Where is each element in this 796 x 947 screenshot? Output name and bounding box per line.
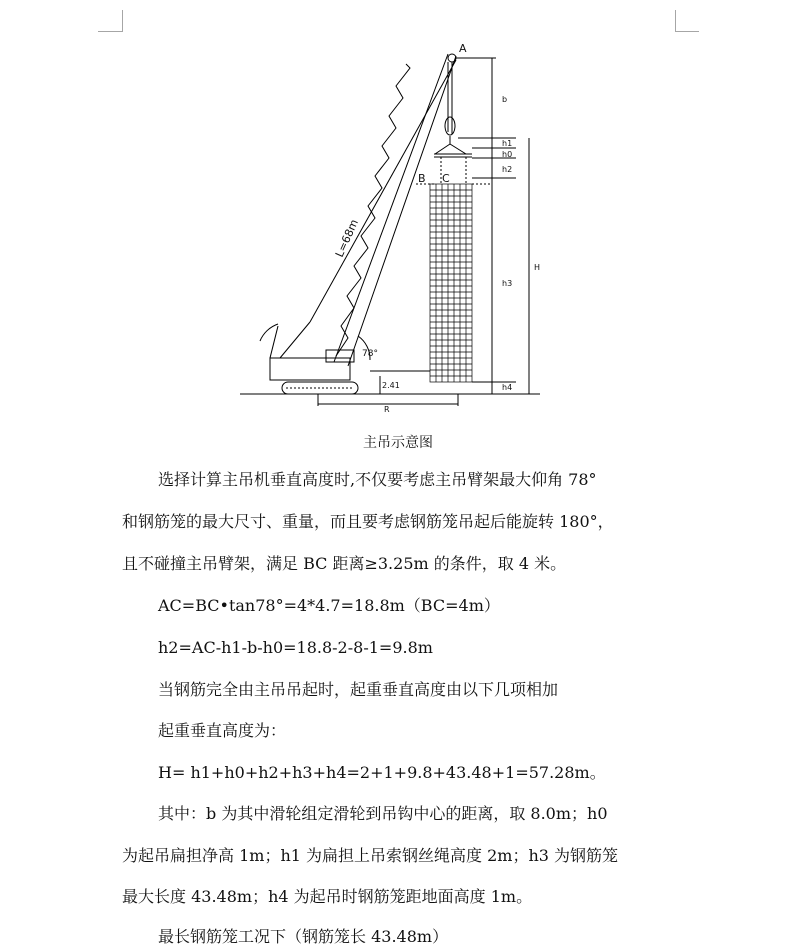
paragraph-line: 当钢筋完全由主吊吊起时，起重垂直高度由以下几项相加 xyxy=(158,680,559,699)
dim-label-h3: h3 xyxy=(502,279,513,288)
dim-label-H: H xyxy=(534,263,541,272)
formula-line: h2=AC-h1-b-h0=18.8-2-8-1=9.8m xyxy=(158,638,433,657)
dim-label-base: 2.41 xyxy=(382,381,400,390)
dim-label-h2: h2 xyxy=(502,165,513,174)
crop-mark-left xyxy=(122,10,123,32)
dim-label-h4: h4 xyxy=(502,383,513,392)
paragraph-line: 其中：b 为其中滑轮组定滑轮到吊钩中心的距离，取 8.0m；h0 xyxy=(158,804,608,823)
crane-body xyxy=(270,358,350,380)
paragraph-line: 最长钢筋笼工况下（钢筋笼长 43.48m） xyxy=(158,927,449,946)
boom-length-label: L=68m xyxy=(332,217,362,260)
paragraph-line: 起重垂直高度为： xyxy=(158,721,287,740)
paragraph-line: 最大长度 43.48m；h4 为起吊时钢筋笼距地面高度 1m。 xyxy=(122,887,533,906)
hook-block xyxy=(445,117,455,135)
paragraph-line: 且不碰撞主吊臂架，满足 BC 距离≥3.25m 的条件，取 4 米。 xyxy=(122,554,567,573)
angle-label: 78° xyxy=(362,349,378,359)
crane-lifting-diagram xyxy=(230,36,570,416)
sling xyxy=(435,144,450,154)
rebar-cage xyxy=(430,184,472,382)
paragraph-line: 为起吊扁担净高 1m；h1 为扁担上吊索钢丝绳高度 2m；h3 为钢筋笼 xyxy=(122,846,619,865)
crop-mark-right xyxy=(675,31,699,32)
paragraph-line: 和钢筋笼的最大尺寸、重量，而且要考虑钢筋笼吊起后能旋转 180°， xyxy=(122,512,614,531)
dim-label-h1: h1 xyxy=(502,139,513,148)
crop-mark-left xyxy=(98,31,122,32)
label-b: B xyxy=(418,172,426,185)
paragraph-line: 选择计算主吊机垂直高度时,不仅要考虑主吊臂架最大仰角 78° xyxy=(158,470,597,489)
formula-line: H= h1+h0+h2+h3+h4=2+1+9.8+43.48+1=57.28m。 xyxy=(158,763,606,782)
label-c: C xyxy=(442,172,450,185)
crop-mark-right xyxy=(675,10,676,32)
mast xyxy=(280,322,310,358)
formula-line: AC=BC•tan78°=4*4.7=18.8m（BC=4m） xyxy=(158,596,500,615)
boom-lattice xyxy=(336,64,410,356)
label-a: A xyxy=(459,42,467,55)
dim-label-R: R xyxy=(384,405,390,414)
dim-label-b: b xyxy=(502,95,508,104)
figure-caption: 主吊示意图 xyxy=(363,435,433,451)
boom-right-chord xyxy=(348,56,456,366)
dim-label-h0: h0 xyxy=(502,150,513,159)
